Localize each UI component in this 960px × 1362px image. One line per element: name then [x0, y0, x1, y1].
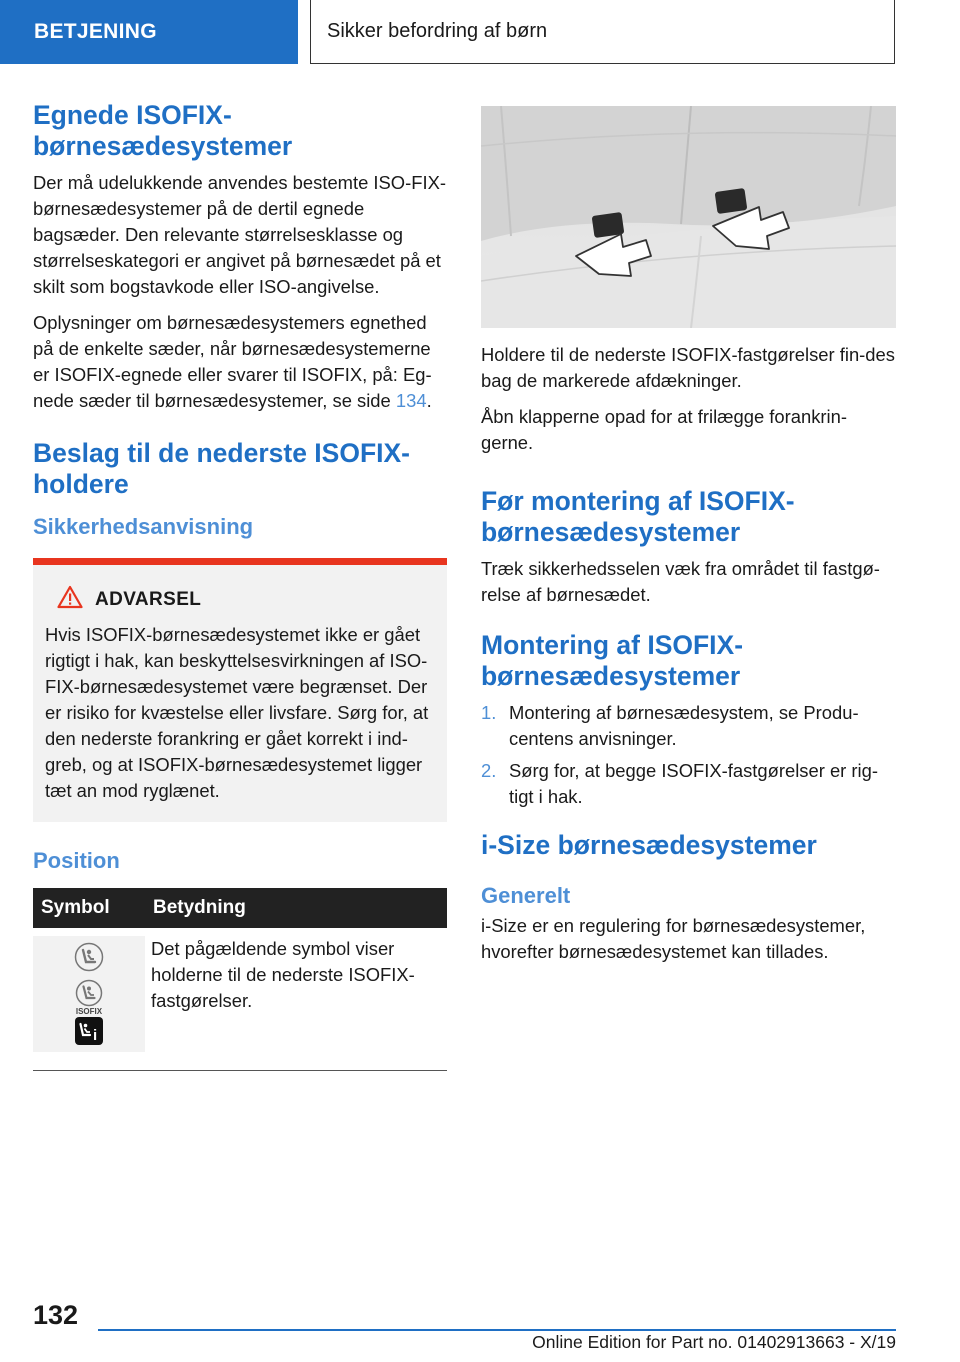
child-seat-icon — [73, 942, 105, 979]
table-header-symbol: Symbol — [33, 888, 145, 928]
table-row — [33, 928, 447, 1060]
heading-isofix-systems: Egnede ISOFIX- børnesædesystemer — [33, 100, 293, 161]
warning-box — [33, 558, 447, 822]
heading-isize: i-Size børnesædesystemer — [481, 830, 817, 860]
heading-safety-notice: Sikkerhedsanvisning — [33, 514, 254, 539]
heading-position: Position — [33, 848, 120, 873]
list-item — [481, 758, 896, 810]
info-i-glyph: i — [93, 1027, 98, 1044]
symbol-cell — [33, 928, 145, 1060]
chapter-title: Sikker befordring af børn — [327, 20, 548, 42]
heading-general: Generelt — [481, 883, 571, 908]
caption-open-flaps: Åbn klapperne opad for at frilægge forankrin‐gerne. — [481, 406, 847, 453]
table-bottom-rule — [33, 1070, 447, 1071]
step-text: Sørg for, at begge ISOFIX-fastgørelser er rig‐tigt i hak. — [509, 760, 878, 807]
left-column — [33, 100, 447, 1071]
warning-label: ADVARSEL — [95, 588, 202, 610]
heading-mounting: Montering af ISOFIX- børnesædesystemer — [481, 630, 744, 691]
list-item — [481, 700, 896, 752]
warning-triangle-icon — [57, 585, 83, 614]
heading-before-mounting: Før montering af ISOFIX- børnesædesystemer — [481, 486, 795, 547]
section-title: BETJENING — [34, 20, 157, 43]
meaning-cell: Det pågældende symbol viser holderne til de nederste ISOFIX-fastgørelser. — [151, 938, 415, 1011]
paragraph-suitability-end: . — [426, 390, 432, 411]
paragraph-suitability-text: Oplysninger om børnesædesystemers egnethed på de enkelte sæder, når børnesædesystemerne er ISOFIX-egnede eller svarer til ISOFIX, på: Eg‐nede sæder til børnesædesystemer, se side — [33, 312, 432, 411]
chapter-header — [310, 0, 895, 64]
paragraph-isize-general: i-Size er en regulering for børnesædesystemer, hvorefter børnesædesystemet kan tillades. — [481, 915, 866, 962]
right-column — [481, 106, 896, 975]
step-text: Montering af børnesædesystem, se Produ‐centens anvisninger. — [509, 702, 859, 749]
footer-rule — [98, 1329, 896, 1331]
isofix-icons — [33, 936, 145, 1052]
paragraph-isofix-intro: Der må udelukkende anvendes bestemte ISO‐FIX-børnesædesystemer på de dertil egnede bagsæder. Den relevante størrelsesklasse og størrelseskategori er angivet på børnesædet på et skilt som bogstavkode eller ISO-angivelse. — [33, 172, 446, 297]
warning-header — [57, 585, 433, 614]
heading-lower-anchors: Beslag til de nederste ISOFIX- holdere — [33, 438, 410, 499]
page-number: 132 — [33, 1300, 79, 1330]
paragraph-suitability — [33, 310, 447, 414]
isofix-info-icon — [74, 1016, 104, 1046]
symbol-table — [33, 888, 447, 1060]
table-header-row — [33, 888, 447, 928]
isofix-child-seat-icon — [74, 979, 104, 1016]
step-number: 1. — [481, 702, 497, 723]
warning-text: Hvis ISOFIX-børnesædesystemet ikke er gået rigtigt i hak, kan beskyttelsesvirkningen af ISO‐FIX-børnesædesystemet være begrænset. Der er risiko for kvæstelse eller livsfare. Sørg for, at den nederste forankring er gået korrekt i ind‐greb, og at ISOFIX-børnesædesystemet ligger tæt an mod ryglænet. — [45, 624, 429, 801]
section-tab — [0, 0, 298, 64]
rear-seat-isofix-photo — [481, 106, 896, 328]
paragraph-before-mounting: Træk sikkerhedsselen væk fra området til fastgø‐relse af børnesædet. — [481, 558, 880, 605]
step-number: 2. — [481, 760, 497, 781]
page-link-134[interactable]: 134 — [395, 390, 427, 411]
edition-info: Online Edition for Part no. 01402913663 - X/19 — [532, 1332, 896, 1352]
isofix-icon-label: ISOFIX — [75, 1007, 103, 1016]
table-header-meaning: Betydning — [145, 888, 447, 928]
mounting-steps — [481, 700, 896, 810]
caption-anchor-location: Holdere til de nederste ISOFIX-fastgørelser fin‐des bag de markerede afdækninger. — [481, 344, 895, 391]
